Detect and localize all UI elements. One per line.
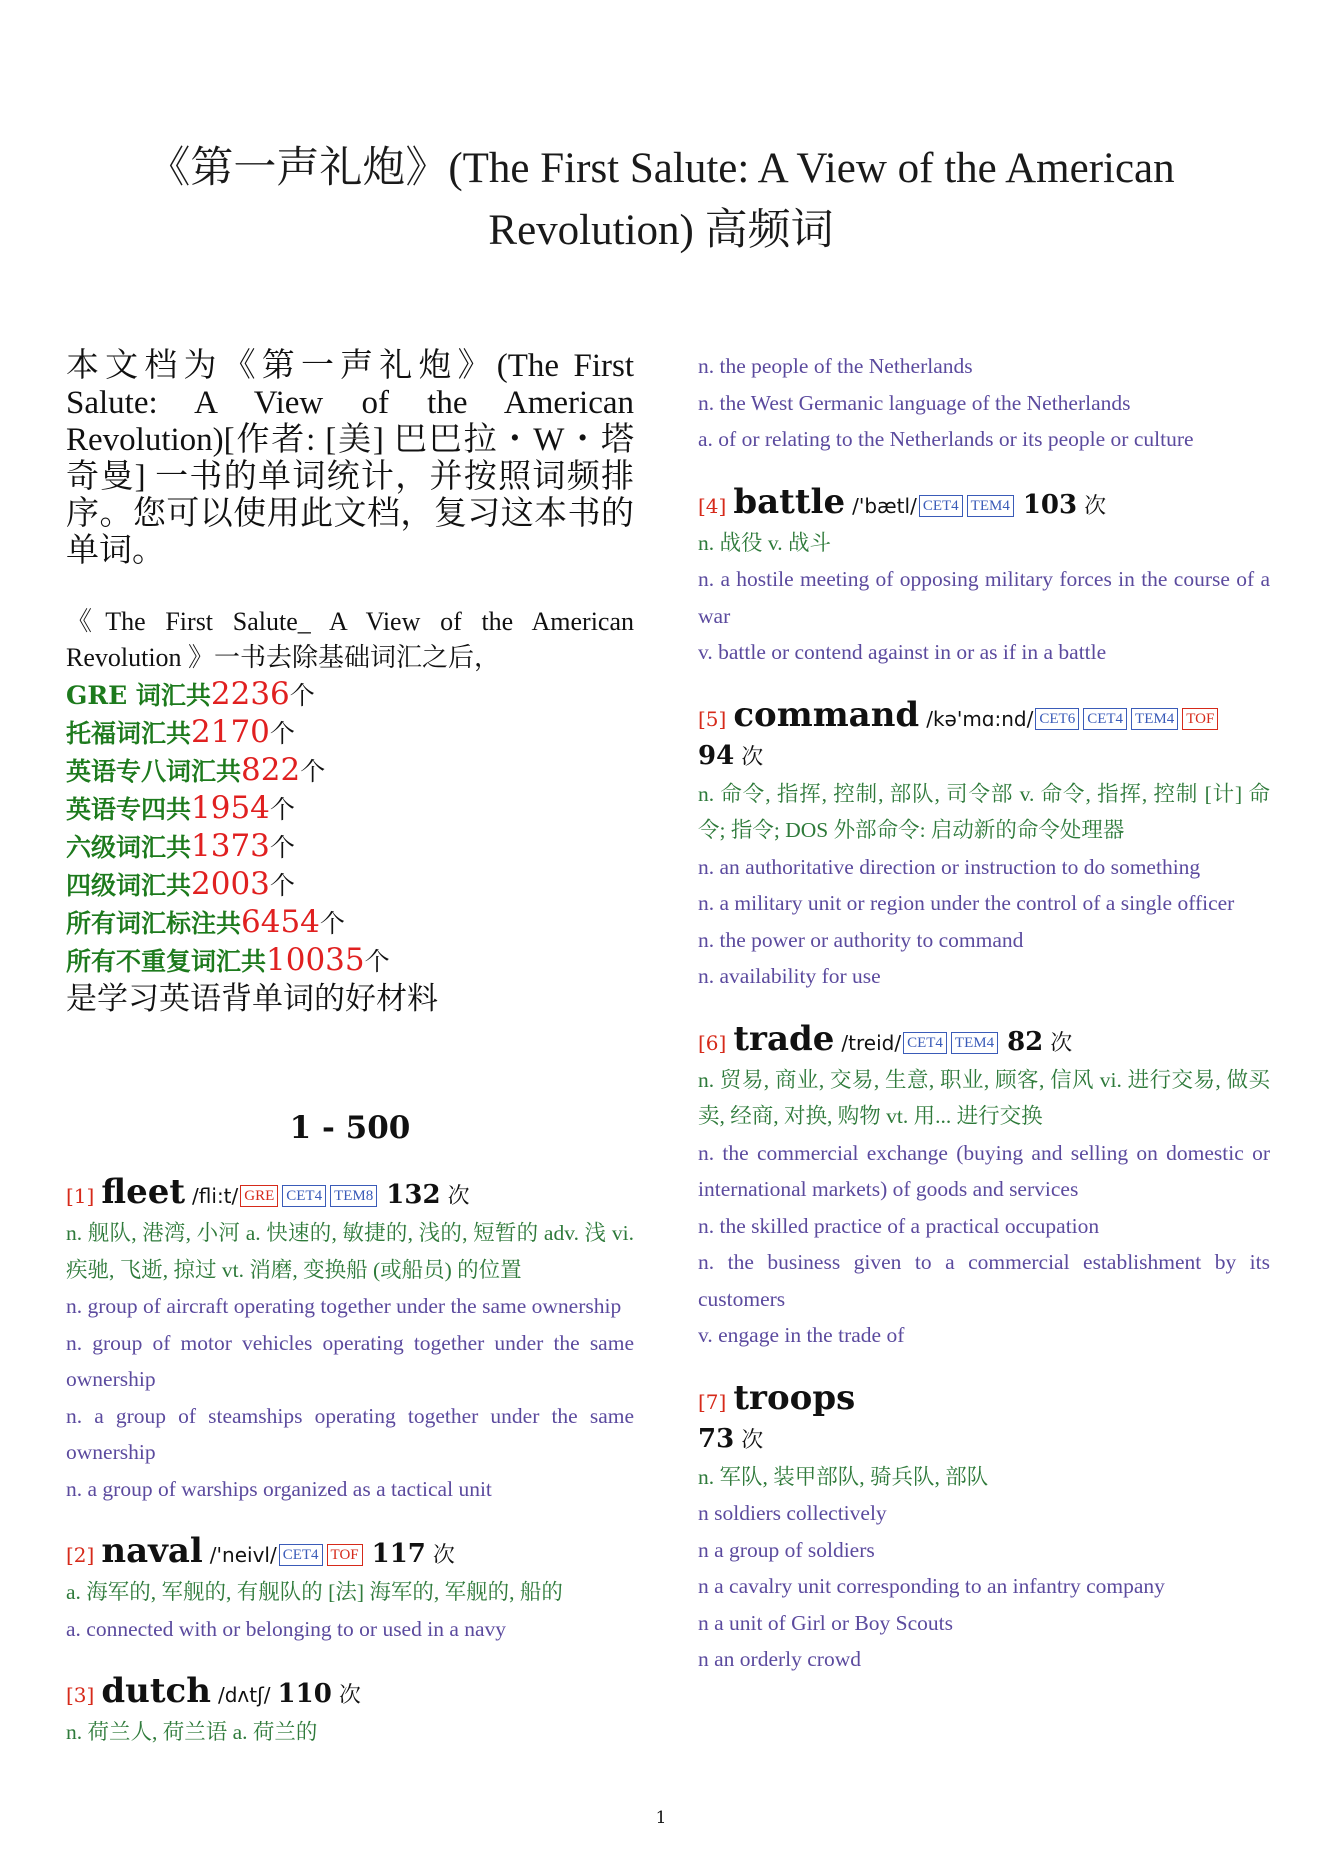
stat-label: 英语专四共 xyxy=(66,795,192,824)
phonetic: /treid/ xyxy=(841,1030,902,1055)
word-entry xyxy=(66,1533,634,1647)
headword: dutch xyxy=(101,1671,211,1711)
stat-row xyxy=(66,676,634,714)
headword: battle xyxy=(733,481,846,522)
intro-paragraph: 本文档为《第一声礼炮》(The First Salute: A View of the American Revolution)[作者: [美] 巴巴拉・W・塔奇曼] 一书的单词统计，并按照词频排序。您可以使用此文档，复习这本书的单词。 xyxy=(66,348,634,569)
right-column xyxy=(698,348,1270,1704)
definition: n. the people of the Netherlands xyxy=(698,354,973,378)
stat-suffix: 个 xyxy=(319,909,345,938)
stat-number: 1954 xyxy=(191,790,270,826)
frequency: 94 xyxy=(698,740,735,771)
stat-number: 2170 xyxy=(191,714,270,750)
headword-line xyxy=(66,1533,634,1574)
definition: n. the power or authority to command xyxy=(698,927,1024,952)
exam-tag: TEM8 xyxy=(330,1185,377,1207)
stat-label: 所有词汇标注共 xyxy=(66,909,242,938)
entry-continued xyxy=(698,348,1270,458)
entry-index: [6] xyxy=(698,1030,727,1055)
stat-row xyxy=(66,866,634,904)
definition: n. an authoritative direction or instruction to do something xyxy=(698,854,1201,879)
headword: fleet xyxy=(101,1172,186,1212)
definition: n. the skilled practice of a practical occupation xyxy=(698,1213,1100,1238)
headword-line xyxy=(698,481,1270,525)
intro-secondary: 《The First Salute_ A View of the American Revolution 》一书去除基础词汇之后， xyxy=(66,607,634,672)
frequency-unit: 次 xyxy=(447,1184,470,1209)
phonetic: /'neivl/ xyxy=(209,1543,277,1567)
word-entry xyxy=(698,481,1270,671)
definition: n a unit of Girl or Boy Scouts xyxy=(698,1610,953,1635)
stat-row xyxy=(66,714,634,752)
definition: n. 命令, 指挥, 控制, 部队, 司令部 v. 命令, 指挥, 控制 [计] 命令; 指令; DOS 外部命令: 启动新的命令处理器 xyxy=(698,781,1270,842)
range-heading: 1 - 500 xyxy=(289,1110,411,1146)
stat-number: 10035 xyxy=(266,942,365,978)
entry-index: [4] xyxy=(698,493,727,518)
entry-index: [1] xyxy=(66,1184,95,1208)
headword-line xyxy=(66,1174,634,1215)
frequency: 132 xyxy=(386,1180,441,1210)
exam-tag: CET4 xyxy=(279,1544,323,1566)
word-entry xyxy=(66,1673,634,1751)
definition: n. 战役 v. 战斗 xyxy=(698,530,831,555)
headword: naval xyxy=(101,1531,203,1571)
entry-index: [3] xyxy=(66,1683,95,1707)
stat-suffix: 个 xyxy=(269,871,295,900)
headword-line xyxy=(698,1377,1270,1459)
page-number: 1 xyxy=(655,1808,667,1828)
exam-tag: TEM4 xyxy=(951,1032,998,1054)
entry-index: [5] xyxy=(698,706,727,731)
word-entry xyxy=(66,1174,634,1507)
definition: a. 海军的, 军舰的, 有舰队的 [法] 海军的, 军舰的, 船的 xyxy=(66,1580,563,1604)
definition: n. a group of warships organized as a tactical unit xyxy=(66,1476,492,1501)
definition: n. the West Germanic language of the Netherlands xyxy=(698,390,1131,415)
entries-right xyxy=(698,481,1270,1678)
stat-row xyxy=(66,828,634,866)
stats-footer: 是学习英语背单词的好材料 xyxy=(66,981,438,1017)
headword-line xyxy=(66,1673,634,1714)
phonetic: /dʌtʃ/ xyxy=(217,1683,271,1707)
entry-index: [2] xyxy=(66,1543,95,1567)
stat-label: 英语专八词汇共 xyxy=(66,757,242,786)
headword: trade xyxy=(733,1018,835,1059)
stat-label: 六级词汇共 xyxy=(66,833,192,862)
frequency: 110 xyxy=(277,1679,332,1709)
entries-left xyxy=(66,1174,634,1751)
stats-list xyxy=(66,676,634,980)
phonetic: /fli:t/ xyxy=(192,1184,239,1208)
definition: v. battle or contend against in or as if in a battle xyxy=(698,640,1107,664)
definition: a. connected with or belonging to or used in a navy xyxy=(66,1616,507,1641)
exam-tag: CET6 xyxy=(1035,708,1079,730)
stat-suffix: 个 xyxy=(269,833,295,862)
stat-number: 2236 xyxy=(210,676,290,712)
definition: n. group of motor vehicles operating together under the same ownership xyxy=(66,1330,634,1391)
stat-row xyxy=(66,942,634,980)
stat-suffix: 个 xyxy=(300,757,326,786)
headword-line xyxy=(698,694,1270,776)
headword-line xyxy=(698,1018,1270,1062)
exam-tag: CET4 xyxy=(282,1185,326,1207)
headword: troops xyxy=(733,1377,856,1418)
frequency: 117 xyxy=(371,1539,426,1569)
left-column xyxy=(66,348,634,1751)
stat-number: 822 xyxy=(241,752,301,788)
frequency-unit: 次 xyxy=(1084,493,1107,519)
definition: n. availability for use xyxy=(698,964,881,988)
frequency: 73 xyxy=(698,1423,735,1454)
definition: n. 贸易, 商业, 交易, 生意, 职业, 顾客, 信风 vi. 进行交易, 做买卖, 经商, 对换, 购物 vt. 用... 进行交换 xyxy=(698,1067,1270,1128)
definition: n. 荷兰人, 荷兰语 a. 荷兰的 xyxy=(66,1720,318,1744)
stat-label: 所有不重复词汇共 xyxy=(66,947,267,976)
exam-tag: TEM4 xyxy=(967,495,1014,517)
word-entry xyxy=(698,694,1270,995)
exam-tag: CET4 xyxy=(1083,708,1127,730)
word-entry xyxy=(698,1377,1270,1678)
definition: n. group of aircraft operating together under the same ownership xyxy=(66,1294,622,1318)
exam-tag: CET4 xyxy=(903,1032,947,1054)
stat-suffix: 个 xyxy=(364,947,390,976)
exam-tag: TEM4 xyxy=(1131,708,1178,730)
stat-row xyxy=(66,752,634,790)
stat-suffix: 个 xyxy=(269,795,295,824)
stat-number: 6454 xyxy=(241,904,320,940)
headword: command xyxy=(733,694,920,735)
phonetic: /kə'mɑ:nd/ xyxy=(926,706,1034,731)
frequency-unit: 次 xyxy=(741,1427,764,1453)
frequency: 103 xyxy=(1022,489,1078,520)
stat-suffix: 个 xyxy=(289,681,315,710)
stat-number: 1373 xyxy=(191,828,270,864)
definition: n. a group of steamships operating together under the same ownership xyxy=(66,1403,634,1464)
stat-suffix: 个 xyxy=(269,719,295,748)
exam-tag: TOF xyxy=(327,1544,363,1566)
word-entry xyxy=(698,1018,1270,1354)
frequency-unit: 次 xyxy=(741,744,764,770)
frequency-unit: 次 xyxy=(432,1543,455,1568)
exam-tag: CET4 xyxy=(919,495,963,517)
definition: n. 军队, 装甲部队, 骑兵队, 部队 xyxy=(698,1464,989,1489)
exam-tag: TOF xyxy=(1182,708,1218,730)
stat-label: 托福词汇共 xyxy=(66,719,192,748)
exam-tag: GRE xyxy=(240,1185,278,1207)
definition: n. the commercial exchange (buying and selling on domestic or international markets) of goods and services xyxy=(698,1140,1270,1201)
frequency: 82 xyxy=(1007,1026,1044,1057)
phonetic: /'bætl/ xyxy=(852,493,917,518)
definition: n. the business given to a commercial establishment by its customers xyxy=(698,1250,1270,1311)
definition: v. engage in the trade of xyxy=(698,1323,905,1347)
stat-label: 四级词汇共 xyxy=(66,871,192,900)
entry-index: [7] xyxy=(698,1389,727,1414)
definition: n a group of soldiers xyxy=(698,1537,875,1562)
definition: n a cavalry unit corresponding to an infantry company xyxy=(698,1574,1165,1598)
stat-number: 2003 xyxy=(191,866,270,902)
stat-row xyxy=(66,904,634,942)
frequency-unit: 次 xyxy=(338,1683,361,1708)
definition: n. 舰队, 港湾, 小河 a. 快速的, 敏捷的, 浅的, 短暂的 adv. 浅 vi. 疾驰, 飞逝, 掠过 vt. 消磨, 变换船 (或船员) 的位置 xyxy=(66,1221,634,1282)
definition: n. a hostile meeting of opposing military forces in the course of a war xyxy=(698,567,1270,628)
stat-row xyxy=(66,790,634,828)
definition: n an orderly crowd xyxy=(698,1647,861,1671)
stat-label: GRE 词汇共 xyxy=(66,681,211,710)
definition: n. a military unit or region under the control of a single officer xyxy=(698,891,1235,915)
page-title: 《第一声礼炮》(The First Salute: A View of the American Revolution) 高频词 xyxy=(147,145,1175,254)
frequency-unit: 次 xyxy=(1050,1030,1073,1056)
definition: n soldiers collectively xyxy=(698,1501,887,1525)
definition: a. of or relating to the Netherlands or its people or culture xyxy=(698,427,1194,451)
